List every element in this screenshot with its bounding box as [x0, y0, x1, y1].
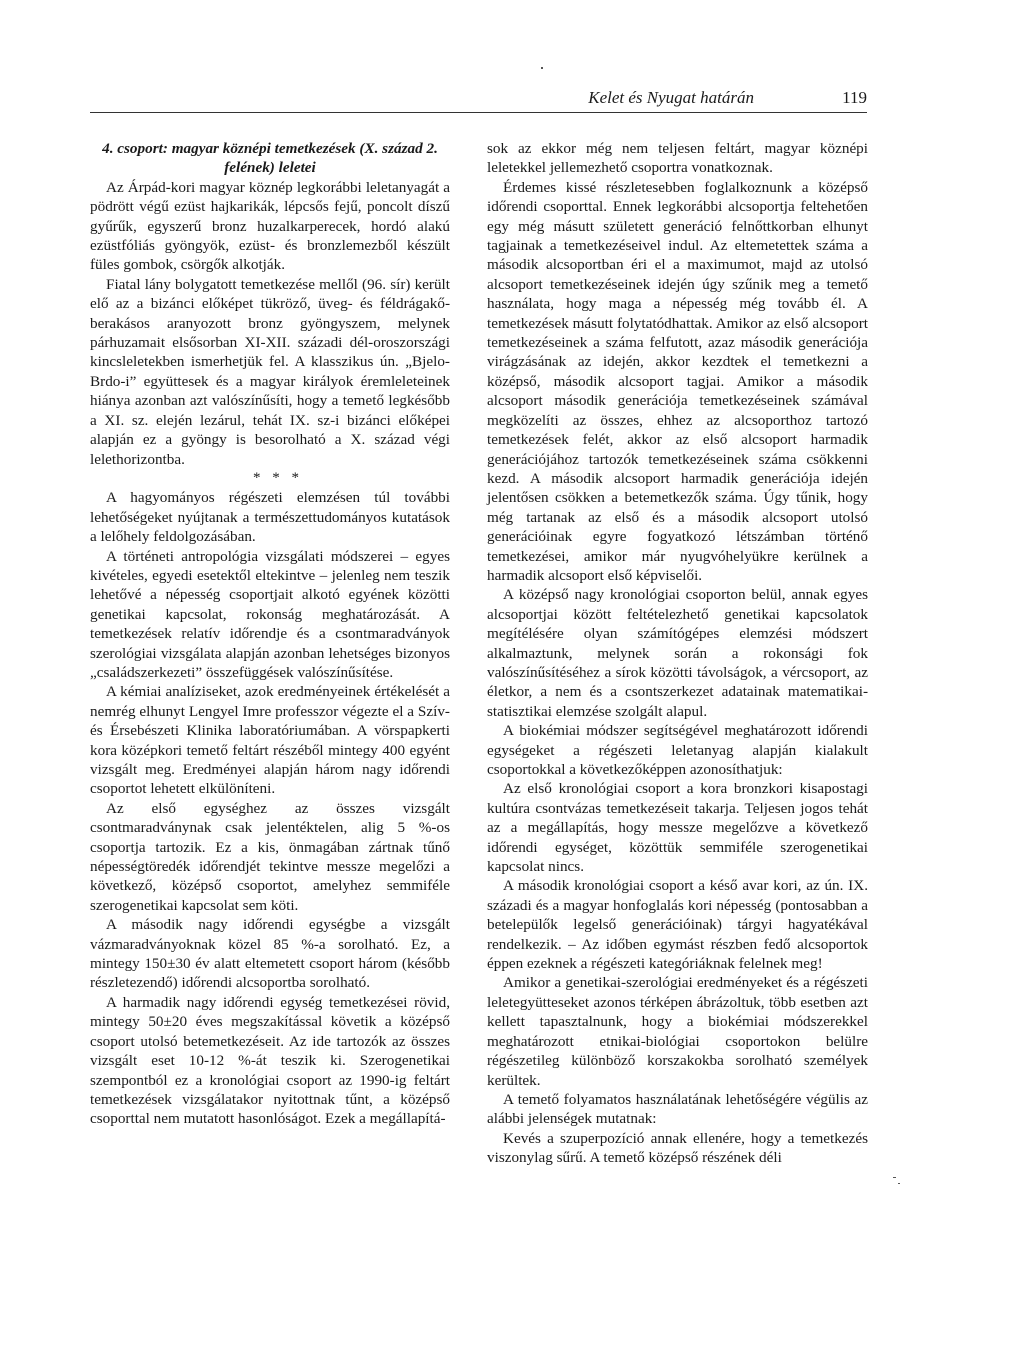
paragraph: Érdemes kissé részletesebben foglalkoznunk a középső időrendi csoporttal. Ennek legkorábbi alcsoportja feltehetően egy még másutt született generáció felnőttkorban elhunyt tagjainak a temetkezéseivel indul. Az eltemetettek száma a második alcsoportban éri el a maximumot, majd az utolsó alcsoport temetkezéseinek idején úgy szűnik meg a temető használata, hogy maga a népesség még tovább él. A temetkezések másutt folytatódhattak. Amikor az első alcsoport temetkezéseinek a száma felfutott, azaz második generációja virágzásának az idején, akkor kezdtek el temetkezni a középső, második alcsoport tagjai. Amikor a második alcsoport második generációja temetkezéseinek számával megközelíti az összes, ehhez az alcsoporthoz tartozó temetkezések felét, akkor az első alcsoport harmadik generációjához tartozók temetkezéseinek száma csökkenni kezd. A második alcsoport harmadik generációja idején jelentősen csökken a betemetkezők száma. Úgy tűnik, hogy még tartanak az első és a második alcsoport utolsó generációinak egyre fogyatkozó létszámban történő temetkezései, amikor már nyugvóhelyükre kerülnek a harmadik alcsoport első képviselői.: [487, 178, 868, 584]
paragraph: Amikor a genetikai-szerológiai eredményeket és a régészeti leletegyütteseket azonos térképen ábrázoltuk, több esetben azt kellett tapasztalnunk, hogy a biokémiai módszerekkel meghatározott etnikai-biológiai csoportokon belülre régészetileg különböző korszakokba sorolható személyek kerültek.: [487, 974, 868, 1089]
paragraph: A kémiai analíziseket, azok eredményeinek értékelését a nemrég elhunyt Lengyel Imre professzor végezte el a Szív- és Érsebészeti Klinika laboratóriumában. A vörspapkerti kora középkori temető feltárt részéből mintegy 400 egyént vizsgált meg. Eredményei alapján három nagy időrendi csoportot lehetett elkülöníteni.: [90, 683, 450, 798]
paragraph: Az Árpád-kori magyar köznép legkorábbi leletanyagát a pödrött végű ezüst hajkarikák, lépcsős fejű, poncolt díszű gyűrűk, egyszerű bronz huzalkarperecek, hordó alakú ezüstfóliás gyöngyök, ezüst- és bronzlemezből készült füles gombok, csörgők alkotják.: [90, 178, 450, 274]
paragraph: A harmadik nagy időrendi egység temetkezései rövid, mintegy 50±20 éves megszakítással követik a középső csoport utolsó betemetkezéseit. Az ide tartozók az összes vizsgált eset 10-12 %-át teszik ki. Szerogenetikai szempontból ez a kronológiai csoport az 1990-ig feltárt temetkezések vizsgálatakor nyitottnak tűnt, a középső csoporttal nem mutatott hasonlóságot. Ezek a megállapítá-: [90, 993, 450, 1128]
left-column: [90, 139, 450, 1129]
running-title: Kelet és Nyugat határán: [588, 88, 754, 107]
paragraph: A középső nagy kronológiai csoporton belül, annak egyes alcsoportjai között feltételezhető genetikai kapcsolatok megítélésére olyan számítógépes elemzési módszert alkalmaztunk, melynek során a rokonsági fok valószínűsítéséhez a sírok közötti távolságok, a vércsoport, az életkor, a nem és a csontszerkezet adatainak matematikai-statisztikai elemzése szolgált alapul.: [487, 586, 868, 720]
paragraph: Kevés a szuperpozíció annak ellenére, hogy a temetkezés viszonylag sűrű. A temető középső részének déli: [487, 1129, 868, 1167]
section-separator: * * *: [253, 469, 303, 486]
paragraph: A második kronológiai csoport a késő avar kori, az ún. IX. századi és a magyar honfoglalás kori népesség (pontosabban a betelepülők legelső generációinak) tárgyi hagyatékával rendelkezik. – Az időben egymást részben fedő alcsoportok éppen ezeknek a régészeti kategóriáknak felelnek meg!: [487, 877, 868, 973]
page-number: 119: [842, 88, 867, 107]
paragraph: A második nagy időrendi egységbe a vizsgált vázmaradványoknak közel 85 %-a sorolható. Ez, a mintegy 150±30 év alatt eltemetett csoport három (később részletezendő) időrendi alcsoportba sorolható.: [90, 916, 450, 992]
paragraph: A hagyományos régészeti elemzésen túl további lehetőségeket nyújtanak a természettudományos kutatások a lelőhely feldolgozásában.: [90, 489, 450, 546]
paragraph: Az első kronológiai csoport a kora bronzkori kisapostagi kultúra csontvázas temetkezéseit takarja. Teljesen jogos tehát az a megállapítás, hogy messze megelőzve a következő időrendi egységet, közöttük semmiféle szerogenetikai kapcsolat nincs.: [487, 780, 868, 876]
paragraph: A történeti antropológia vizsgálati módszerei – egyes kivételes, egyedi esetektől eltekintve – jelenleg nem teszik lehetővé a népesség csoportjait alkotó egyének közötti genetikai kapcsolat, rokonság meghatározását. A temetkezések relatív időrendje és a csontmaradványok szerológiai vizsgálata alapján azonban lehetséges bizonyos „családszerkezeti” összefüggések valószínűsítése.: [90, 547, 450, 681]
scan-speck: [893, 1177, 896, 1178]
paragraph: A biokémiai módszer segítségével meghatározott időrendi egységeket a régészeti leletanyag alapján kialakult csoportokkal a következőképpen azonosíthatjuk:: [487, 722, 868, 778]
scan-speck: [541, 67, 543, 69]
right-column: [487, 139, 868, 1168]
scan-speck: [898, 1183, 900, 1184]
running-head: [90, 88, 867, 113]
paragraph: A temető folyamatos használatának lehetőségére végülis az alábbi jelenségek mutatnak:: [487, 1090, 868, 1128]
paragraph: Az első egységhez az összes vizsgált csontmaradványnak csak jelentéktelen, alig 5 %-os csoportja tartozik. Ez a kis, önmagában zártnak tűnő népességtöredék időrendjét tekintve messze megelőzi a következő, középső csoportot, amelyhez semmiféle szerogenetikai kapcsolat sem köti.: [90, 799, 450, 914]
paragraph: sok az ekkor még nem teljesen feltárt, magyar köznépi leletekkel jellemezhető csoportra vonatkoznak.: [487, 140, 868, 177]
section-heading: 4. csoport: magyar köznépi temetkezések (X. század 2. felének) leletei: [102, 140, 438, 177]
paragraph: Fiatal lány bolygatott temetkezése mellől (96. sír) került elő az a bizánci előképet tükröző, üveg- és féldrágakő-berakásos aranyozott bronz gyöngyszem, melynek párhuzamait elsősorban XI-XII. századi dél-oroszországi kincsleletekben ismerhetjük fel. A klasszikus ún. „Bjelo-Brdo-i” együttesek és a magyar királyok éremleleteinek hiánya azonban azt valószínűsíti, hogy a temető legkésőbb a XI. sz. elején lezárul, tehát IX. sz-i bizánci előképei alapján ez a gyöngy is besorolható a X. század végi lelethorizontba.: [90, 275, 450, 468]
